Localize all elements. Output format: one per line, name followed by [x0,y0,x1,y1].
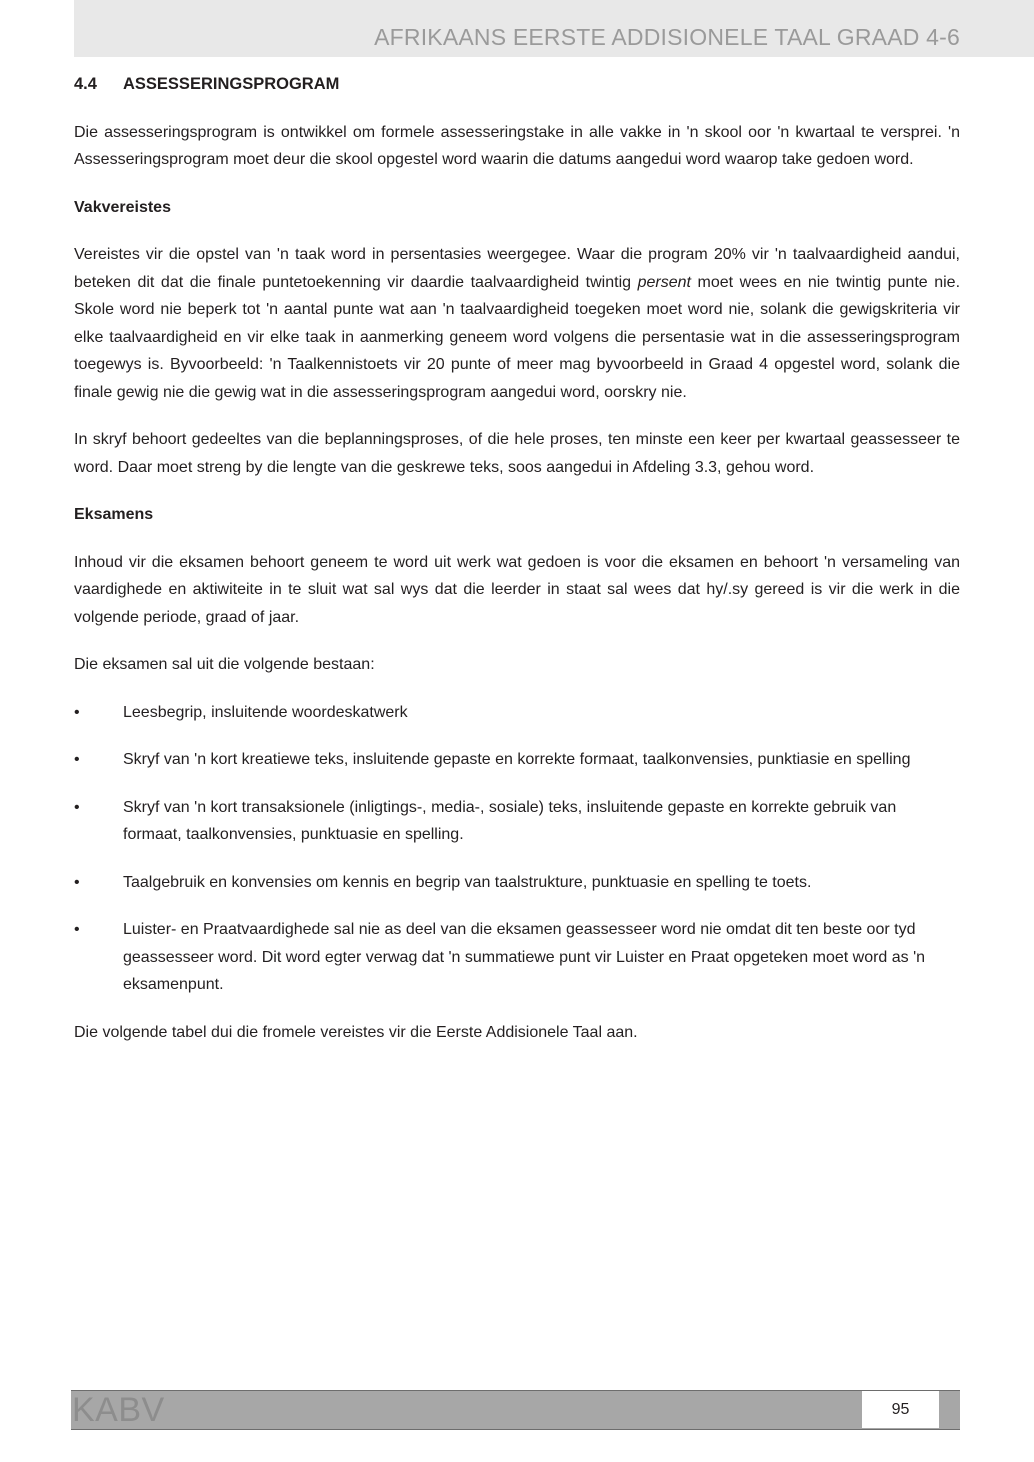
text-run: Vereistes vir die opstel van 'n taak word in persentasies weergegee. Waar die program 20% vir 'n taalvaardigheid aandui, beteken dit dat die finale puntetoekenning vir daardie taalvaardigheid twintig [74,246,960,291]
list-item-text: Leesbegrip, insluitende woordeskatwerk [123,703,408,721]
list-item [74,794,960,849]
section-number: 4.4 [74,75,97,93]
page-content [74,71,960,1066]
bullet-marker: • [74,751,80,768]
list-item [74,746,960,774]
list-item [74,916,960,999]
list-item [74,699,960,727]
running-header-title: AFRIKAANS EERSTE ADDISIONELE TAAL GRAAD 4-6 [374,24,960,50]
vakvereistes-paragraph-1 [74,241,960,406]
list-item [74,869,960,897]
vakvereistes-paragraph-2: In skryf behoort gedeeltes van die beplanningsproses, of die hele proses, ten minste een keer per kwartaal geassesseer te word. Daar moet streng by die lengte van die geskrewe teks, soos aangedui in Afdeling 3.3, gehou word. [74,431,960,476]
italic-term: persent [637,273,691,291]
list-item-text: Skryf van 'n kort transaksionele (inligtings-, media-, sosiale) teks, insluitende gepaste en korrekte gebruik van formaat, taalkonvensies, punktuasie en spelling. [123,798,897,843]
subheading-eksamens: Eksamens [74,506,154,523]
closing-paragraph: Die volgende tabel dui die fromele vereistes vir die Eerste Addisionele Taal aan. [74,1023,638,1041]
section-heading [74,71,960,99]
section-title: ASSESSERINGSPROGRAM [123,75,340,93]
bullet-marker: • [74,703,80,721]
footer-band [71,1390,960,1430]
list-item-text: Taalgebruik en konvensies om kennis en begrip van taalstrukture, punktuasie en spelling te toets. [123,873,812,891]
exam-components-list [74,699,960,999]
intro-paragraph: Die assesseringsprogram is ontwikkel om formele assesseringstake in alle vakke in 'n skool oor 'n kwartaal te versprei. 'n Assesseringsprogram moet deur die skool opgestel word waarin die datums aangedui word waarop take gedoen word. [74,123,960,168]
eksamens-paragraph-2: Die eksamen sal uit die volgende bestaan: [74,656,375,673]
list-item-text: Luister- en Praatvaardighede sal nie as deel van die eksamen geassesseer word nie omdat dit ten beste oor tyd geassesseer word. Dit word egter verwag dat 'n summatiewe punt vir Luister en Praat opgeteken moet word as 'n eksamenpunt. [123,921,926,993]
footer-logo: KABV [72,1391,165,1429]
bullet-marker: • [74,873,80,891]
list-item-text: Skryf van 'n kort kreatiewe teks, insluitende gepaste en korrekte formaat, taalkonvensies, punktiasie en spelling [123,751,911,768]
subheading-vakvereistes: Vakvereistes [74,198,171,216]
page-number: 95 [862,1391,939,1428]
bullet-marker: • [74,921,80,938]
eksamens-paragraph-1: Inhoud vir die eksamen behoort geneem te word uit werk wat gedoen is voor die eksamen en behoort 'n versameling van vaardighede en aktiwiteite in te sluit wat sal wys dat die leerder in staat sal wees dat hy/.sy gereed is vir die werk in die volgende periode, graad of jaar. [74,553,960,626]
bullet-marker: • [74,798,80,816]
text-run: moet wees en nie twintig punte nie. Skole word nie beperk tot 'n aantal punte wat aan 'n taalvaardigheid toegeken moet word nie, solank die gewigskriteria vir elke taalvaardigheid en vir elke taak in aanmerking geneem word volgens die persentasie wat in die assesseringsprogram toegewys is. Byvoorbeeld: 'n Taalkennistoets vir 20 punte of meer mag byvoorbeeld in Graad 4 opgestel word, solank die finale gewig nie die gewig wat in die assesseringsprogram aangedui word, oorskry nie. [74,273,961,401]
